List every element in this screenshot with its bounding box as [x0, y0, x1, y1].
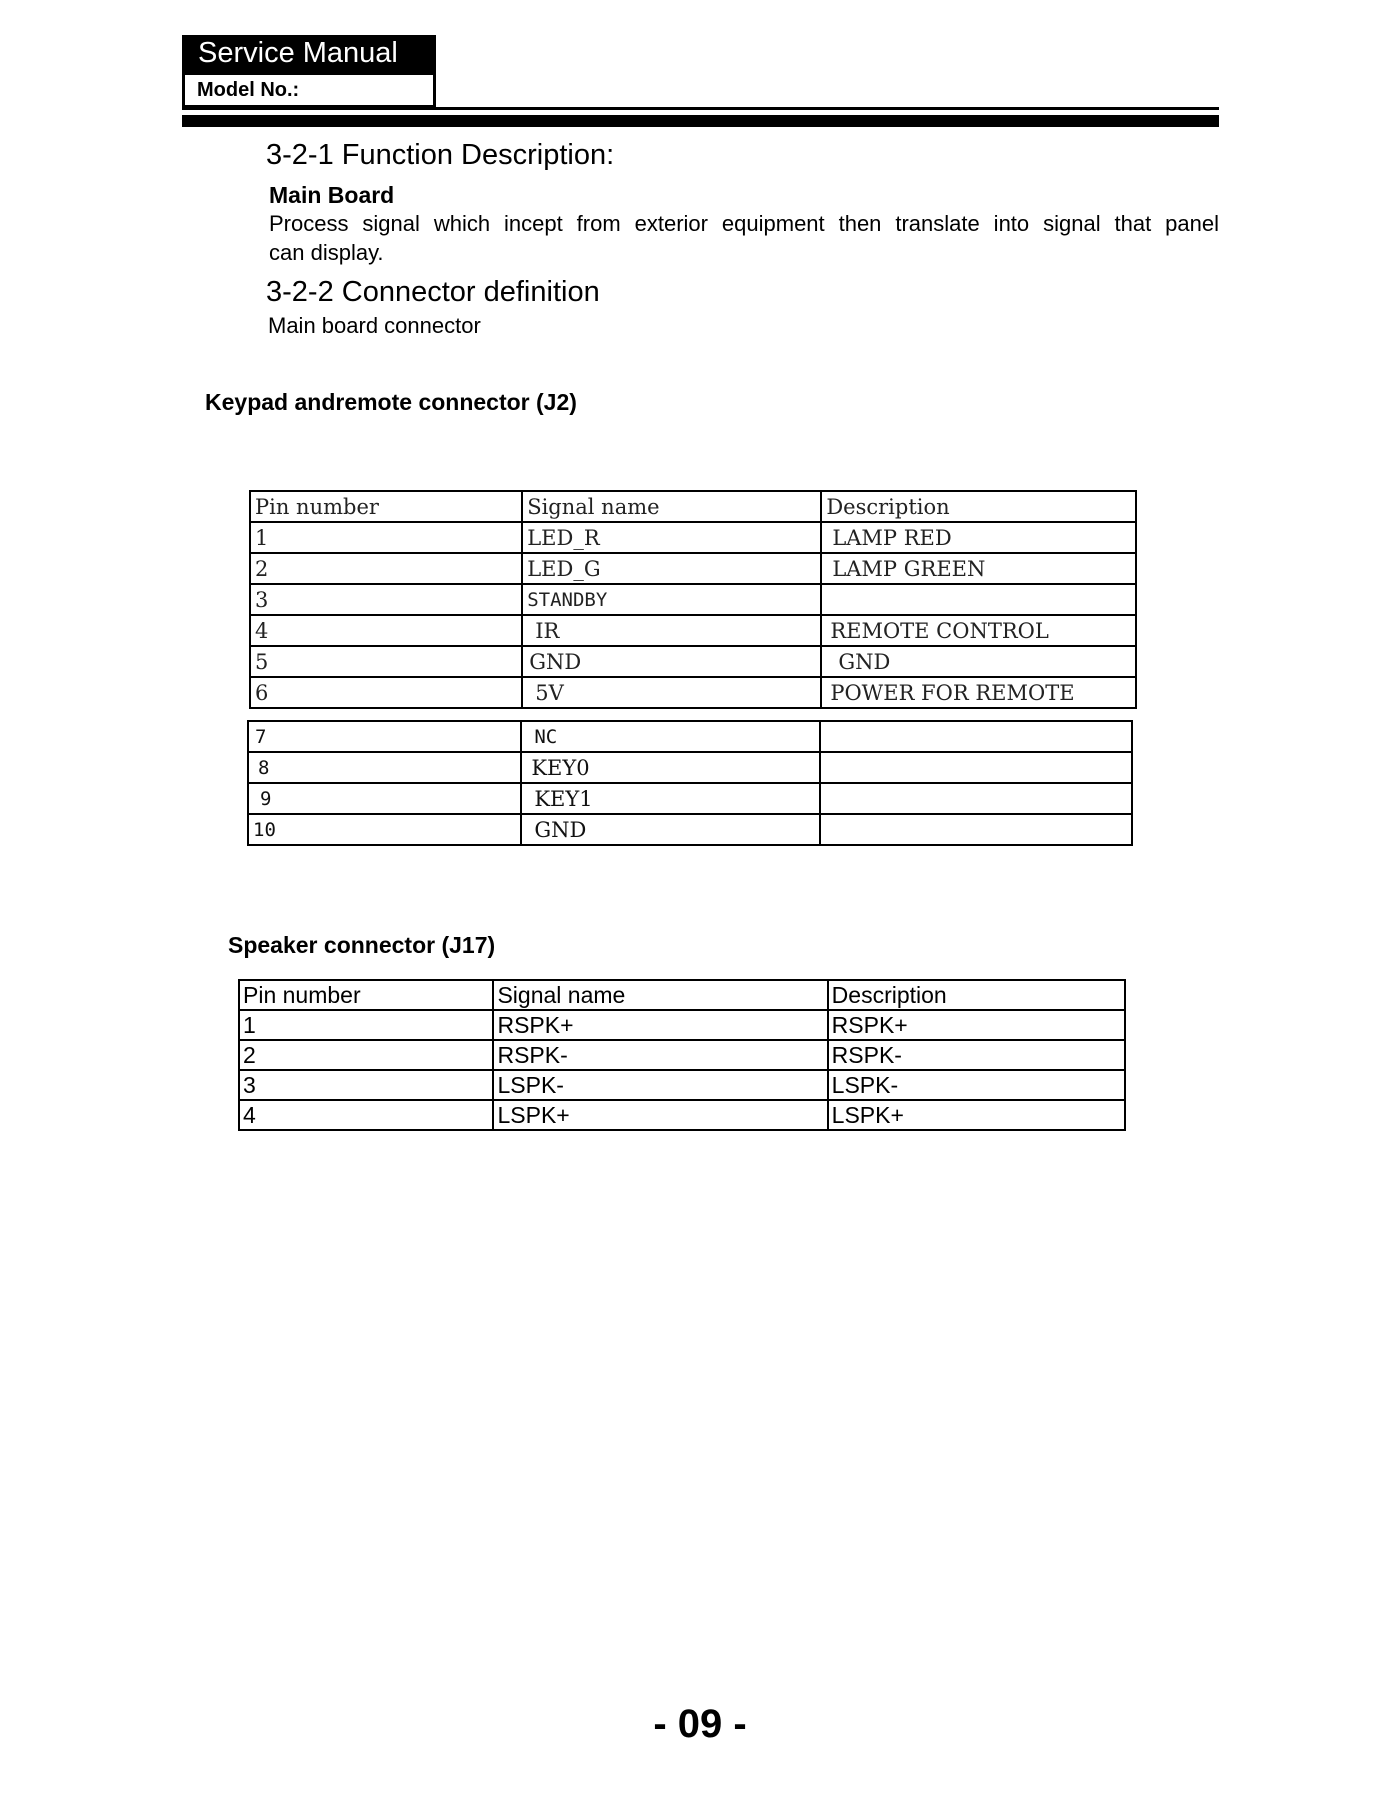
header-pin-number: Pin number — [239, 980, 493, 1010]
signal-cell: LSPK+ — [493, 1100, 827, 1130]
description-cell — [821, 584, 1136, 615]
header-description: Description — [821, 491, 1136, 522]
speaker-table-title: Speaker connector (J17) — [228, 932, 496, 958]
pin-cell: 10 — [248, 814, 521, 845]
keypad-connector-table — [249, 490, 1137, 709]
description-cell: GND — [821, 646, 1136, 677]
pin-cell: 3 — [250, 584, 522, 615]
function-description-heading: 3-2-1 Function Description: — [266, 139, 615, 171]
table-row — [250, 522, 1136, 553]
table-row — [248, 721, 1132, 752]
signal-cell: LSPK- — [493, 1070, 827, 1100]
service-manual-title: Service Manual — [182, 35, 436, 72]
header-signal-name: Signal name — [493, 980, 827, 1010]
table-row — [250, 646, 1136, 677]
connector-definition-heading: 3-2-2 Connector definition — [266, 276, 600, 308]
description-cell — [820, 783, 1132, 814]
speaker-connector-table — [238, 979, 1126, 1131]
table-row — [248, 752, 1132, 783]
header-signal-name: Signal name — [522, 491, 821, 522]
signal-cell: GND — [522, 646, 821, 677]
keypad-table-title: Keypad andremote connector (J2) — [205, 389, 577, 415]
description-cell: RSPK- — [828, 1040, 1125, 1070]
table-row — [248, 814, 1132, 845]
signal-cell: RSPK+ — [493, 1010, 827, 1040]
keypad-connector-table-ext — [247, 720, 1133, 846]
table-row — [239, 1100, 1125, 1130]
description-cell — [820, 721, 1132, 752]
main-board-subheading: Main Board — [269, 182, 395, 208]
table-row — [239, 1040, 1125, 1070]
pin-cell: 5 — [250, 646, 522, 677]
main-board-connector-label: Main board connector — [268, 313, 481, 338]
description-cell: LSPK+ — [828, 1100, 1125, 1130]
function-description-line1: Process signal which incept from exterior equipment then translate into signal that panel — [269, 211, 1219, 236]
table-row — [250, 584, 1136, 615]
pin-cell: 8 — [248, 752, 521, 783]
table-row — [250, 615, 1136, 646]
pin-cell: 4 — [239, 1100, 493, 1130]
signal-cell: NC — [521, 721, 819, 752]
signal-cell: KEY0 — [521, 752, 819, 783]
signal-cell: RSPK- — [493, 1040, 827, 1070]
signal-cell: LED_G — [522, 553, 821, 584]
pin-cell: 1 — [239, 1010, 493, 1040]
model-number-label: Model No.: — [182, 72, 436, 108]
header-rule-thin — [182, 107, 1219, 110]
header-pin-number: Pin number — [250, 491, 522, 522]
pin-cell: 1 — [250, 522, 522, 553]
signal-cell: IR — [522, 615, 821, 646]
page-number: - 09 - — [653, 1702, 747, 1746]
table-row — [250, 677, 1136, 708]
description-cell: RSPK+ — [828, 1010, 1125, 1040]
signal-cell: LED_R — [522, 522, 821, 553]
table-row — [248, 783, 1132, 814]
description-cell — [820, 814, 1132, 845]
pin-cell: 7 — [248, 721, 521, 752]
header-description: Description — [828, 980, 1125, 1010]
table-header-row — [239, 980, 1125, 1010]
pin-cell: 6 — [250, 677, 522, 708]
pin-cell: 3 — [239, 1070, 493, 1100]
description-cell: REMOTE CONTROL — [821, 615, 1136, 646]
signal-cell: GND — [521, 814, 819, 845]
signal-cell: KEY1 — [521, 783, 819, 814]
table-row — [239, 1010, 1125, 1040]
pin-cell: 9 — [248, 783, 521, 814]
description-cell: LAMP GREEN — [821, 553, 1136, 584]
table-row — [250, 553, 1136, 584]
signal-cell: 5V — [522, 677, 821, 708]
table-header-row — [250, 491, 1136, 522]
description-cell: LAMP RED — [821, 522, 1136, 553]
pin-cell: 4 — [250, 615, 522, 646]
function-description-line2: can display. — [269, 240, 384, 265]
header-rule-thick — [182, 115, 1219, 127]
pin-cell: 2 — [250, 553, 522, 584]
signal-cell: STANDBY — [522, 584, 821, 615]
description-cell: LSPK- — [828, 1070, 1125, 1100]
description-cell: POWER FOR REMOTE — [821, 677, 1136, 708]
description-cell — [820, 752, 1132, 783]
pin-cell: 2 — [239, 1040, 493, 1070]
table-row — [239, 1070, 1125, 1100]
